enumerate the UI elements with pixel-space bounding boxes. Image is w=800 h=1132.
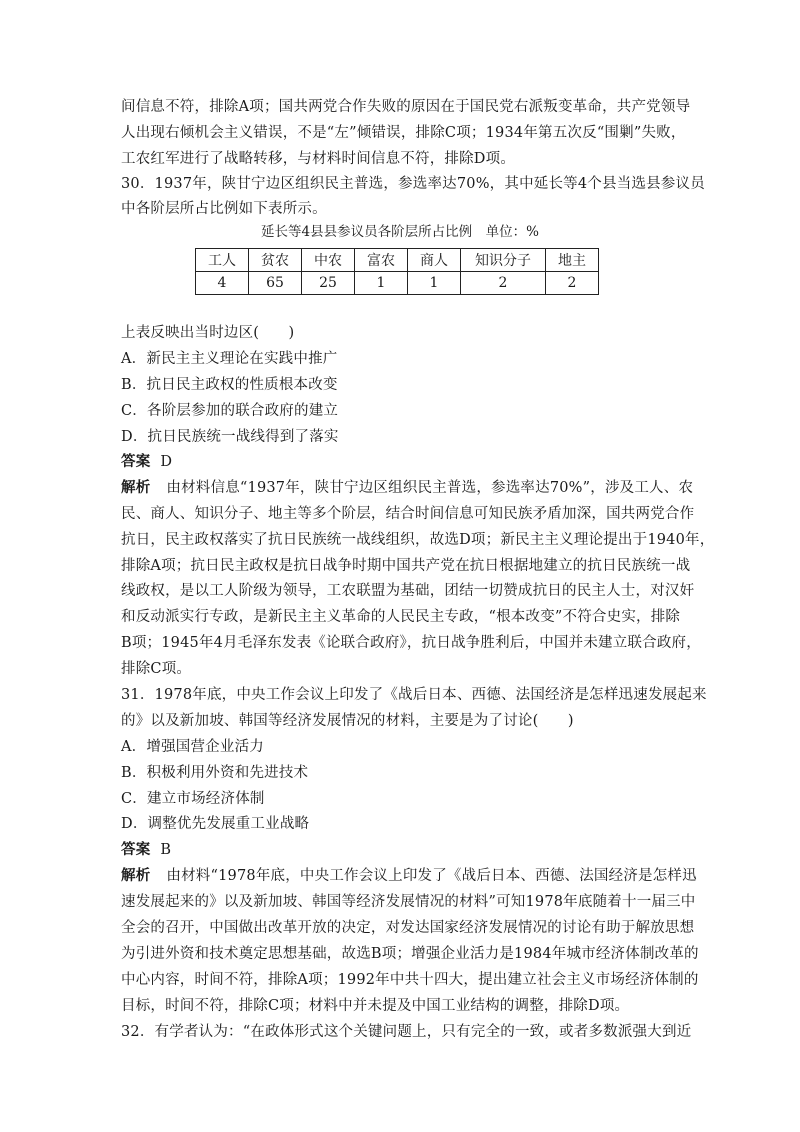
ratio-table (195, 248, 599, 295)
question-31-stem: 的》以及新加坡、韩国等经济发展情况的材料，主要是为了讨论( ) (121, 713, 574, 729)
option-d: D．调整优先发展重工业战略 (121, 816, 310, 832)
analysis-text: 为引进外资和技术奠定思想基础，故选B项；增强企业活力是1984年城市经济体制改革的 (121, 946, 699, 962)
question-30-stem: 中各阶层所占比例如下表所示。 (121, 201, 327, 217)
analysis-text: 由材料“1978年底，中央工作会议上印发了《战后日本、西德、法国经济是怎样迅 (166, 868, 697, 884)
table-header-cell: 贫农 (249, 249, 302, 272)
text-line: 间信息不符，排除A项；国共两党合作失败的原因在于国民党右派叛变革命，共产党领导 (121, 99, 691, 115)
analysis-text: 速发展起来的》以及新加坡、韩国等经济发展情况的材料”可知1978年底随着十一届三中 (121, 894, 696, 910)
analysis-text: B项；1945年4月毛泽东发表《论联合政府》，抗日战争胜利后，中国并未建立联合政府， (121, 635, 701, 651)
text-line: 人出现右倾机会主义错误，不是“左”倾错误，排除C项；1934年第五次反“围剿”失败， (121, 125, 686, 141)
analysis-text: 抗日，民主政权落实了抗日民族统一战线组织，故选D项；新民主主义理论提出于1940年， (121, 532, 715, 548)
table-value-cell: 2 (546, 272, 599, 295)
answer-line (121, 840, 681, 860)
analysis-text: 全会的召开，中国做出改革开放的决定，对发达国家经济发展情况的讨论有助于解放思想 (121, 920, 695, 936)
table-value-row (196, 272, 599, 295)
table-value-cell: 1 (408, 272, 461, 295)
table-value-cell: 25 (302, 272, 355, 295)
option-b: B．抗日民主政权的性质根本改变 (121, 377, 338, 393)
table-header-cell: 商人 (408, 249, 461, 272)
option-a: A．增强国营企业活力 (121, 739, 264, 755)
answer-label: 答案 (121, 453, 151, 470)
table-value-cell: 1 (355, 272, 408, 295)
analysis-text: 排除A项；抗日民主政权是抗日战争时期中国共产党在抗日根据地建立的抗日民族统一战 (121, 558, 691, 574)
question-32-stem: 32．有学者认为：“在政体形式这个关键问题上，只有完全的一致，或者多数派强大到近 (121, 1024, 692, 1040)
option-b: B．积极利用外资和先进技术 (121, 765, 309, 781)
answer-value: B (160, 842, 172, 858)
analysis-text: 由材料信息“1937年，陕甘宁边区组织民主普选，参选率达70%”，涉及工人、农 (166, 480, 694, 496)
analysis-line (121, 478, 694, 498)
table-header-cell: 中农 (302, 249, 355, 272)
option-c: C．建立市场经济体制 (121, 791, 265, 807)
option-d: D．抗日民族统一战线得到了落实 (121, 429, 339, 445)
question-30-prompt: 上表反映出当时边区( ) (121, 325, 295, 341)
analysis-text: 排除C项。 (121, 661, 192, 677)
answer-line (121, 452, 681, 472)
analysis-line (121, 866, 697, 886)
table-value-cell: 4 (196, 272, 249, 295)
table-value-cell: 65 (249, 272, 302, 295)
analysis-label: 解析 (121, 479, 151, 496)
table-header-cell: 地主 (546, 249, 599, 272)
table-caption: 延长等4县县参议员各阶层所占比例 单位：% (261, 224, 539, 240)
analysis-text: 线政权，是以工人阶级为领导，工农联盟为基础，团结一切赞成抗日的民主人士，对汉奸 (121, 583, 695, 599)
text-line: 工农红军进行了战略转移，与材料时间信息不符，排除D项。 (121, 151, 516, 167)
analysis-text: 目标，时间不符，排除C项；材料中并未提及中国工业结构的调整，排除D项。 (121, 998, 630, 1014)
option-a: A．新民主主义理论在实践中推广 (121, 351, 338, 367)
table-value-cell: 2 (461, 272, 546, 295)
analysis-label: 解析 (121, 867, 151, 884)
question-30-stem: 30．1937年，陕甘宁边区组织民主普选，参选率达70%，其中延长等4个县当选县参议员 (121, 176, 705, 192)
answer-value: D (160, 454, 173, 470)
question-31-stem: 31．1978年底，中央工作会议上印发了《战后日本、西德、法国经济是怎样迅速发展起来 (121, 687, 707, 703)
table-header-cell: 知识分子 (461, 249, 546, 272)
option-c: C．各阶层参加的联合政府的建立 (121, 403, 339, 419)
table-header-row (196, 249, 599, 272)
analysis-text: 中心内容，时间不符，排除A项；1992年中共十四大，提出建立社会主义市场经济体制的 (121, 972, 699, 988)
answer-label: 答案 (121, 841, 151, 858)
analysis-text: 民、商人、知识分子、地主等多个阶层，结合时间信息可知民族矛盾加深，国共两党合作 (121, 506, 695, 522)
table-header-cell: 富农 (355, 249, 408, 272)
table-header-cell: 工人 (196, 249, 249, 272)
analysis-text: 和反动派实行专政，是新民主主义革命的人民民主专政，“根本改变”不符合史实，排除 (121, 609, 681, 625)
